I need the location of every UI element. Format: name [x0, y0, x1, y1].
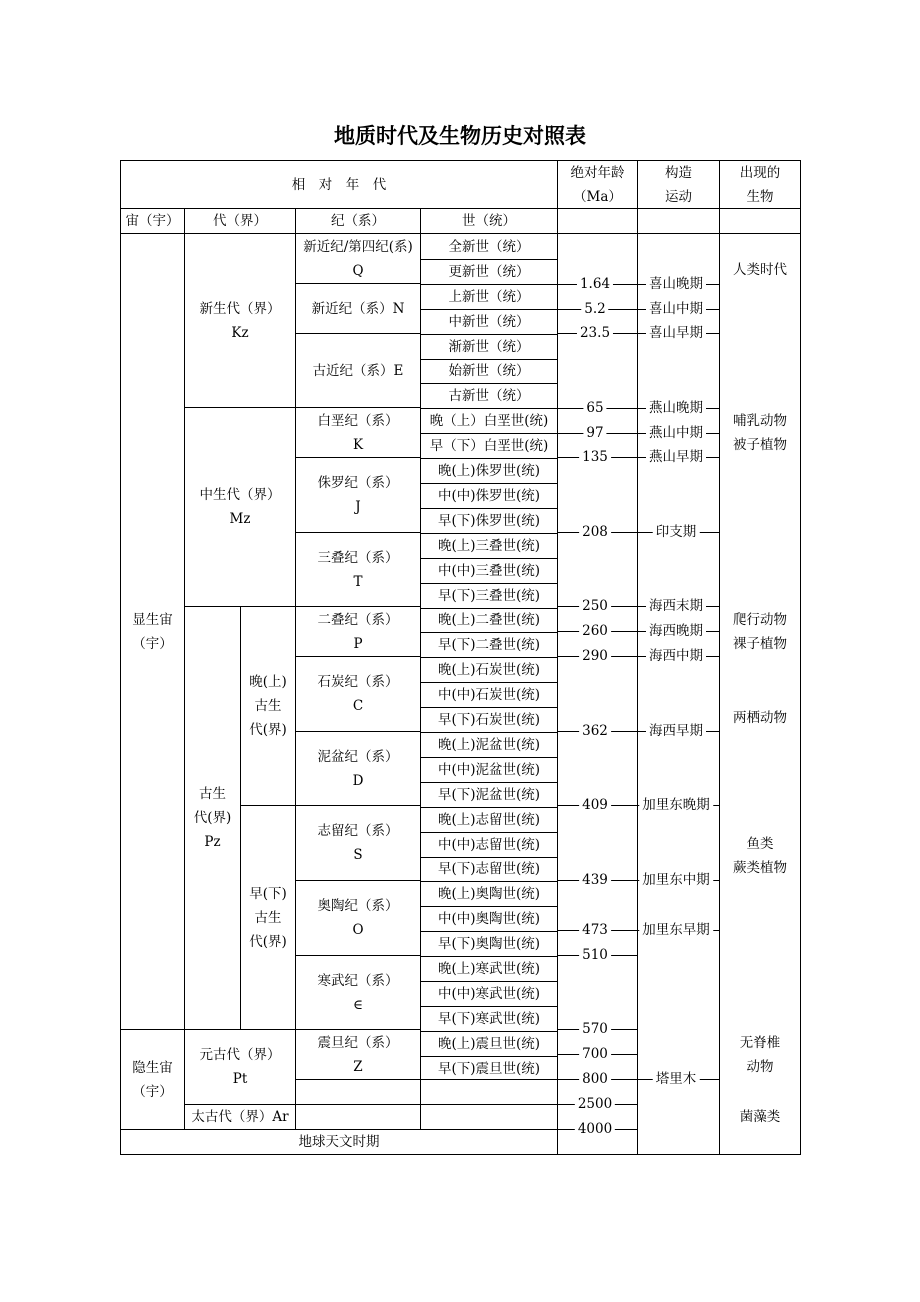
tectonic-label: 塔里木 [653, 1071, 700, 1087]
astronomical-period: 地球天文时期 [298, 1134, 380, 1150]
age-label: 23.5 [577, 325, 613, 341]
epoch-cell: 古新世（统） [448, 388, 530, 405]
epoch-cell: 渐新世（统） [448, 338, 530, 355]
age-label: 2500 [575, 1096, 615, 1112]
tectonic-label: 海西末期 [646, 598, 706, 614]
tectonic-label: 印支期 [653, 524, 700, 540]
epoch-cell: 始新世（统） [448, 363, 530, 380]
life-mammals: 哺乳动物 被子植物 [733, 413, 787, 453]
age-label: 700 [579, 1046, 611, 1062]
age-label: 135 [579, 449, 611, 465]
tectonic-label: 海西中期 [646, 648, 706, 664]
epoch-cell: 早(下)泥盆世(统) [437, 786, 541, 803]
epoch-cell: 晚(上)震旦世(统) [437, 1035, 541, 1052]
period-neogene: 新近纪（系）N [311, 300, 405, 317]
period-paleogene: 古近纪（系）E [312, 362, 404, 379]
epoch-cell: 晚（上）白垩世(统) [429, 413, 549, 430]
epoch-cell: 早(下)二叠世(统) [437, 637, 541, 654]
era-mesozoic: 中生代（界） Mz [199, 487, 281, 527]
header-era: 代（界） [213, 213, 267, 229]
epoch-cell: 全新世（统） [448, 238, 530, 255]
tectonic-label: 海西晚期 [646, 623, 706, 639]
tectonic-label: 燕山中期 [646, 425, 706, 441]
epoch-cell: 中(中)泥盆世(统) [437, 761, 541, 778]
header-absolute-age: 绝对年龄 （Ma） [570, 164, 625, 205]
era-paleozoic: 古生 代(界) Pz [193, 786, 232, 850]
epoch-cell: 中(中)寒武世(统) [437, 985, 541, 1002]
life-reptiles: 爬行动物 裸子植物 [733, 612, 787, 652]
epoch-cell: 中(中)石炭世(统) [437, 687, 541, 704]
age-label: 4000 [575, 1121, 615, 1137]
era-proterozoic: 元古代（界） Pt [199, 1047, 281, 1087]
tectonic-label: 喜山晚期 [646, 276, 706, 292]
header-tectonic: 构造 运动 [665, 164, 692, 205]
period-ordovician: 奥陶纪（系） O [317, 898, 399, 938]
era-late-paleozoic: 晚(上) 古生 代(界) [249, 674, 287, 738]
tectonic-label: 燕山早期 [646, 449, 706, 465]
age-label: 800 [579, 1071, 611, 1087]
age-label: 260 [579, 623, 611, 639]
epoch-cell: 早(下)震旦世(统) [437, 1060, 541, 1077]
epoch-cell: 晚(上)奥陶世(统) [437, 886, 541, 903]
period-devonian: 泥盆纪（系） D [317, 748, 399, 789]
period-sinian: 震旦纪（系） Z [317, 1034, 399, 1075]
header-epoch: 世（统） [462, 213, 516, 229]
era-archean: 太古代（界）Ar [191, 1109, 289, 1125]
period-permian: 二叠纪（系） P [317, 611, 399, 652]
epoch-cell: 早(下)三叠世(统) [437, 587, 541, 604]
age-label: 65 [583, 400, 606, 416]
epoch-cell: 中(中)三叠世(统) [437, 562, 541, 579]
life-algae: 菌藻类 [739, 1109, 781, 1125]
epoch-cell: 中(中)志留世(统) [437, 836, 541, 853]
tectonic-label: 燕山晚期 [646, 400, 706, 416]
epoch-cell: 晚(上)侏罗世(统) [437, 463, 541, 480]
epoch-cell: 早(下)石炭世(统) [437, 712, 541, 729]
tectonic-label: 加里东早期 [639, 922, 713, 938]
epoch-cell: 晚(上)志留世(统) [437, 811, 541, 828]
age-label: 97 [583, 425, 606, 441]
epoch-cell: 更新世（统） [448, 263, 530, 280]
tectonic-label: 加里东晚期 [639, 797, 713, 813]
age-label: 250 [579, 598, 611, 614]
epoch-cell: 早(下)志留世(统) [437, 861, 541, 878]
era-cenozoic: 新生代（界） Kz [199, 300, 281, 341]
page-title: 地质时代及生物历史对照表 [334, 124, 586, 148]
age-label: 510 [579, 947, 611, 963]
tectonic-label: 海西早期 [646, 723, 706, 739]
period-silurian: 志留纪（系） S [317, 823, 399, 863]
age-label: 208 [579, 524, 611, 540]
header-life: 出现的 生物 [739, 164, 781, 205]
life-humans: 人类时代 [733, 262, 787, 278]
header-relative-age: 相 对 年 代 [291, 176, 387, 193]
life-amphibians: 两栖动物 [733, 710, 787, 726]
period-cretaceous: 白垩纪（系） K [317, 412, 399, 453]
age-label: 1.64 [577, 276, 613, 292]
epoch-cell: 早（下）白垩世(统) [429, 438, 549, 455]
tectonic-label: 加里东中期 [639, 872, 713, 888]
epoch-cell: 晚(上)石炭世(统) [437, 662, 541, 679]
life-invertebrates: 无脊椎 动物 [739, 1035, 781, 1075]
period-jurassic: 侏罗纪（系） J [317, 475, 399, 515]
epoch-cell: 晚(上)三叠世(统) [437, 537, 541, 554]
epoch-cell: 中(中)侏罗世(统) [437, 487, 541, 504]
period-quaternary: 新近纪/第四纪(系) Q [303, 238, 413, 279]
epoch-cell: 中新世（统） [448, 313, 530, 330]
age-label: 409 [579, 797, 611, 813]
age-label: 473 [579, 922, 611, 938]
age-label: 362 [579, 723, 611, 739]
era-early-paleozoic: 早(下) 古生 代(界) [249, 885, 287, 950]
epoch-cell: 中(中)奥陶世(统) [437, 911, 541, 928]
header-period: 纪（系） [331, 213, 385, 229]
age-label: 290 [579, 648, 611, 664]
eon-cryptozoic: 隐生宙 （宇） [132, 1059, 173, 1100]
period-triassic: 三叠纪（系） T [317, 549, 399, 590]
epoch-cell: 早(下)奥陶世(统) [437, 936, 541, 953]
age-label: 5.2 [581, 301, 608, 317]
period-carboniferous: 石炭纪（系） C [317, 674, 399, 714]
epoch-cell: 上新世（统） [448, 288, 530, 305]
period-cambrian: 寒武纪（系） ∈ [317, 972, 399, 1013]
eon-phanerozoic: 显生宙 （宇） [132, 611, 173, 652]
epoch-cell: 晚(上)寒武世(统) [437, 961, 541, 978]
life-fish: 鱼类 蕨类植物 [733, 836, 787, 876]
epoch-cell: 早(下)寒武世(统) [437, 1010, 541, 1027]
epoch-cell: 晚(上)泥盆世(统) [437, 736, 541, 753]
age-label: 570 [579, 1021, 611, 1037]
tectonic-label: 喜山早期 [646, 325, 706, 341]
tectonic-label: 喜山中期 [646, 301, 706, 317]
epoch-cell: 晚(上)二叠世(统) [437, 612, 541, 629]
epoch-cell: 早(下)侏罗世(统) [437, 512, 541, 529]
header-eon: 宙（宇） [125, 213, 180, 229]
age-label: 439 [579, 872, 611, 888]
